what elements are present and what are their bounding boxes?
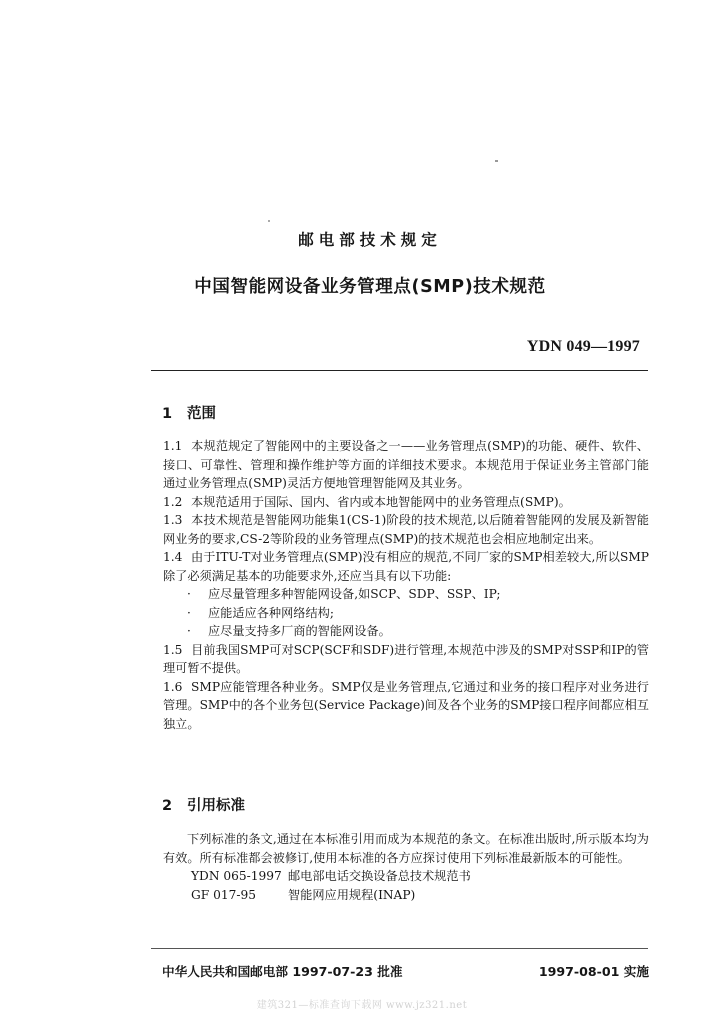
clause-1-6: [163, 678, 649, 734]
clause-label: 1.5: [163, 642, 183, 657]
bullet-item: · 应能适应各种网络结构;: [187, 605, 334, 620]
clause-text: SMP应能管理各种业务。SMP仅是业务管理点,它通过和业务的接口程序对业务进行管理。SMP中的各个业务包(Service Package)间及各个业务的SMP接口程序间都应相互独立。: [163, 679, 649, 731]
footer-divider: [151, 948, 648, 949]
section-number: 1: [162, 406, 173, 422]
clause-label: 1.4: [163, 550, 183, 564]
scan-speck: [268, 220, 270, 222]
clause-text: 本规范规定了智能网中的主要设备之一——业务管理点(SMP)的功能、硬件、软件、接口、可靠性、管理和操作维护等方面的详细技术要求。本规范用于保证业务主管部门能通过业务管理点(SMP)灵活方便地管理智能网及其业务。: [163, 439, 649, 490]
clause-1-3: [163, 511, 649, 548]
reference-code: YDN 065-1997: [191, 869, 282, 883]
bullet-text: 应能适应各种网络结构;: [208, 605, 334, 620]
site-watermark: 建筑321—标准查询下载网 www.jz321.net: [256, 1000, 468, 1011]
clause-text: 本规范适用于国际、国内、省内或本地智能网中的业务管理点(SMP)。: [191, 494, 571, 509]
reference-name: 智能网应用规程(INAP): [288, 887, 416, 902]
bullet-item: · 应尽量支持多厂商的智能网设备。: [187, 624, 391, 638]
header-divider: [151, 370, 648, 371]
clause-1-1: [163, 437, 649, 493]
section-1-body: [163, 437, 649, 733]
clause-1-5: [163, 641, 649, 678]
clause-label: 1.6: [163, 679, 183, 694]
reference-code: GF 017-95: [191, 887, 256, 902]
clause-1-2: [163, 493, 649, 512]
reference-row: [163, 886, 649, 905]
reference-name: 邮电部电话交换设备总技术规范书: [288, 869, 471, 883]
section-title: 引用标准: [187, 798, 245, 814]
clause-label: 1.1: [163, 439, 183, 453]
clause-label: 1.3: [163, 513, 183, 527]
normative-intro: 下列标准的条文,通过在本标准引用而成为本规范的条文。在标准出版时,所示版本均为有效。所有标准都会被修订,使用本标准的各方应探讨使用下列标准最新版本的可能性。: [163, 832, 649, 865]
scan-speck: [495, 160, 498, 162]
reference-row: [163, 867, 649, 886]
section-2-body: [163, 830, 649, 904]
clause-text: 由于ITU-T对业务管理点(SMP)没有相应的规范,不同厂家的SMP相差较大,所以SMP除了必须满足基本的功能要求外,还应当具有以下功能:: [163, 550, 649, 583]
effective-date: 1997-08-01 实施: [538, 964, 649, 979]
bullet-text: 应尽量管理多种智能网设备,如SCP、SDP、SSP、IP;: [208, 587, 501, 601]
section-number: 2: [162, 798, 173, 814]
clause-text: 目前我国SMP可对SCP(SCF和SDF)进行管理,本规范中涉及的SMP对SSP和IP的管理可暂不提供。: [163, 642, 649, 675]
clause-1-4: [163, 548, 649, 585]
section-title: 范围: [187, 406, 216, 422]
bullet-text: 应尽量支持多厂商的智能网设备。: [208, 624, 391, 638]
section-2-heading: [162, 794, 245, 815]
clause-label: 1.2: [163, 494, 183, 509]
section-1-heading: [162, 402, 216, 423]
document-title: 中国智能网设备业务管理点(SMP)技术规范: [194, 277, 546, 297]
issuing-authority: 邮电部技术规定: [298, 231, 442, 249]
standard-number: YDN 049—1997: [526, 338, 640, 355]
bullet-item: · 应尽量管理多种智能网设备,如SCP、SDP、SSP、IP;: [187, 587, 501, 601]
approval-date: 中华人民共和国邮电部 1997-07-23 批准: [162, 964, 403, 979]
clause-text: 本技术规范是智能网功能集1(CS-1)阶段的技术规范,以后随着智能网的发展及新智能网业务的要求,CS-2等阶段的业务管理点(SMP)的技术规范也会相应地制定出来。: [163, 513, 649, 546]
